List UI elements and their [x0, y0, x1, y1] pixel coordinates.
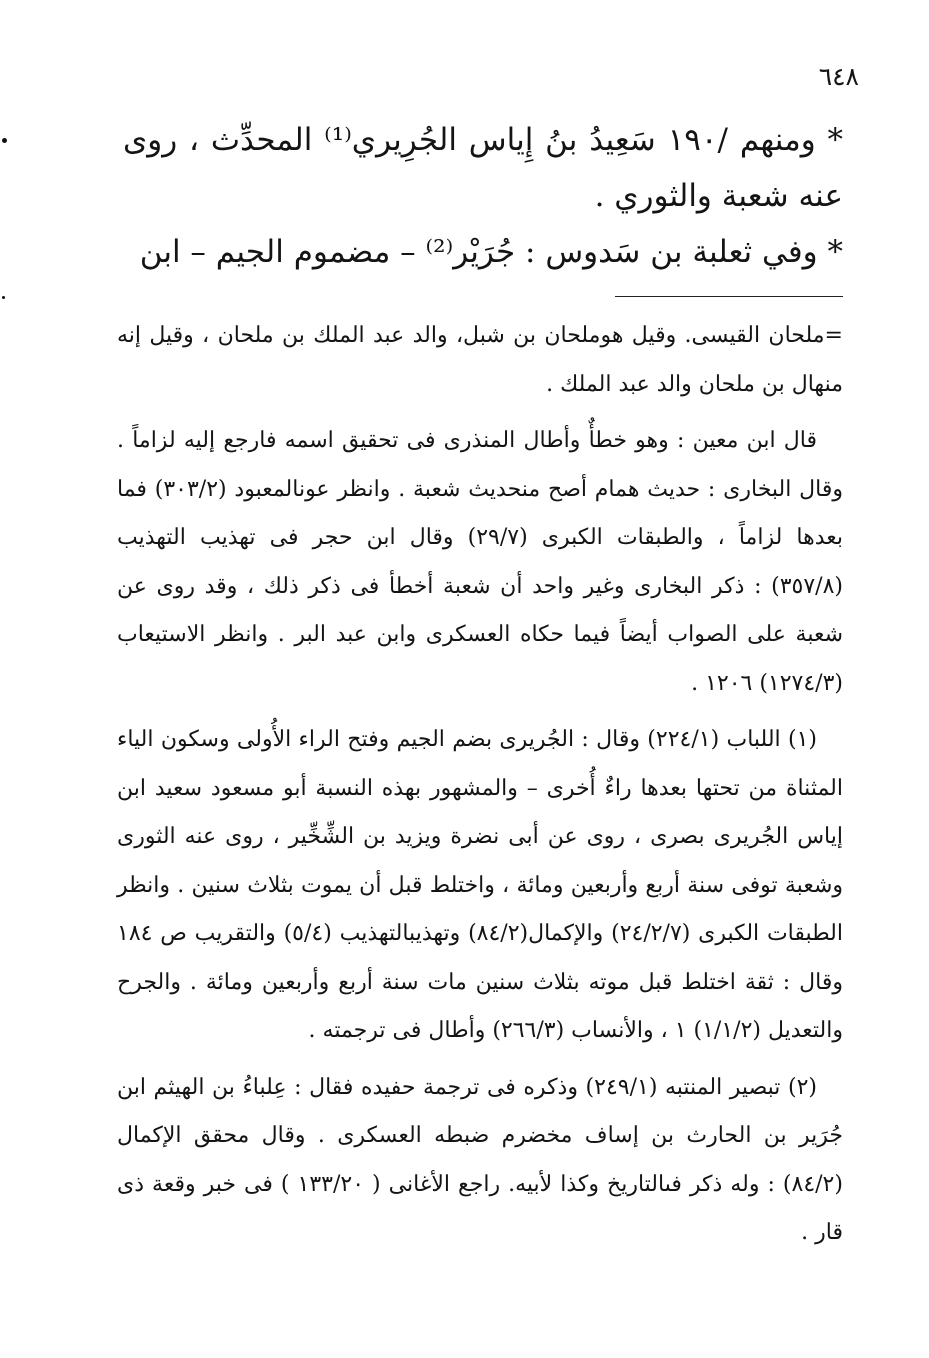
scan-edge-mark [2, 138, 7, 143]
main-text [123, 112, 843, 280]
page-number: ٦٤٨ [818, 62, 859, 91]
scan-edge-mark [2, 296, 5, 299]
footnotes [117, 312, 843, 1266]
footnote-paragraph-1: قال ابن معين : وهو خطأٌ وأطال المنذرى فى تحقيق اسمه فارجع إليه لزاماً . وقال البخارى : حديث همام أصح منحديث شعبة . وانظر عونالمعبود (٣٠٣/٢) فما بعدها لزاماً ، والطبقات الكبرى (٢٩/٧) وقال ابن حجر فى تهذيب التهذيب (٣٥٧/٨) : ذكر البخارى وغير واحد أن شعبة أخطأ فى ذكر ذلك ، وقد روى عن شعبة على الصواب أيضاً فيما حكاه العسكرى وابن عبد البر . وانظر الاستيعاب (١٢٧٤/٣) ١٢٠٦ . [117, 428, 843, 696]
footnote-separator [615, 296, 843, 297]
footnote-continuation: =ملحان القيسى. وقيل هوملحان بن شبل، والد عبد الملك بن ملحان ، وقيل إنه منهال بن ملحان والد عبد الملك . [117, 323, 843, 397]
main-paragraph-1: * ومنهم /١٩٠ سَعِيدُ بنُ إِياس الجُرِيري⁽¹⁾ المحدِّث ، روى عنه شعبة والثوري . [123, 122, 843, 214]
footnote-2: (٢) تبصير المنتبه (٢٤٩/١) وذكره فى ترجمة حفيده فقال : عِلباءُ بن الهيثم ابن جُرَير بن الحارث بن إساف مخضرم ضبطه العسكرى . وقال محقق الإكمال (٨٤/٢) : وله ذكر فىالتاريخ وكذا لأبيه. راجع الأغانى ( ١٣٣/٢٠ ) فى خبر وقعة ذى قار . [117, 1074, 843, 1245]
main-paragraph-2: * وفي ثعلبة بن سَدوس : جُرَيْر⁽²⁾ – مضموم الجيم – ابن [139, 234, 843, 270]
footnote-1: (١) اللباب (٢٢٤/١) وقال : الجُريرى بضم الجيم وفتح الراء الأُولى وسكون الياء المثناة من تحتها بعدها راءٌ أُخرى – والمشهور بهذه النسبة أبو مسعود سعيد ابن إياس الجُريرى بصرى ، روى عن أبى نضرة ويزيد بن الشِّخِّير ، روى عنه الثورى وشعبة توفى سنة أربع وأربعين ومائة ، واختلط قبل أن يموت بثلاث سنين . وانظر الطبقات الكبرى (٢٤/٢/٧) والإكمال(٨٤/٢) وتهذيبالتهذيب (٥/٤) والتقريب ص ١٨٤ وقال : ثقة اختلط قبل موته بثلاث سنين مات سنة أربع وأربعين ومائة . والجرح والتعديل (١/١/٢) ١ ، والأنساب (٢٦٦/٣) وأطال فى ترجمته . [117, 727, 844, 1043]
